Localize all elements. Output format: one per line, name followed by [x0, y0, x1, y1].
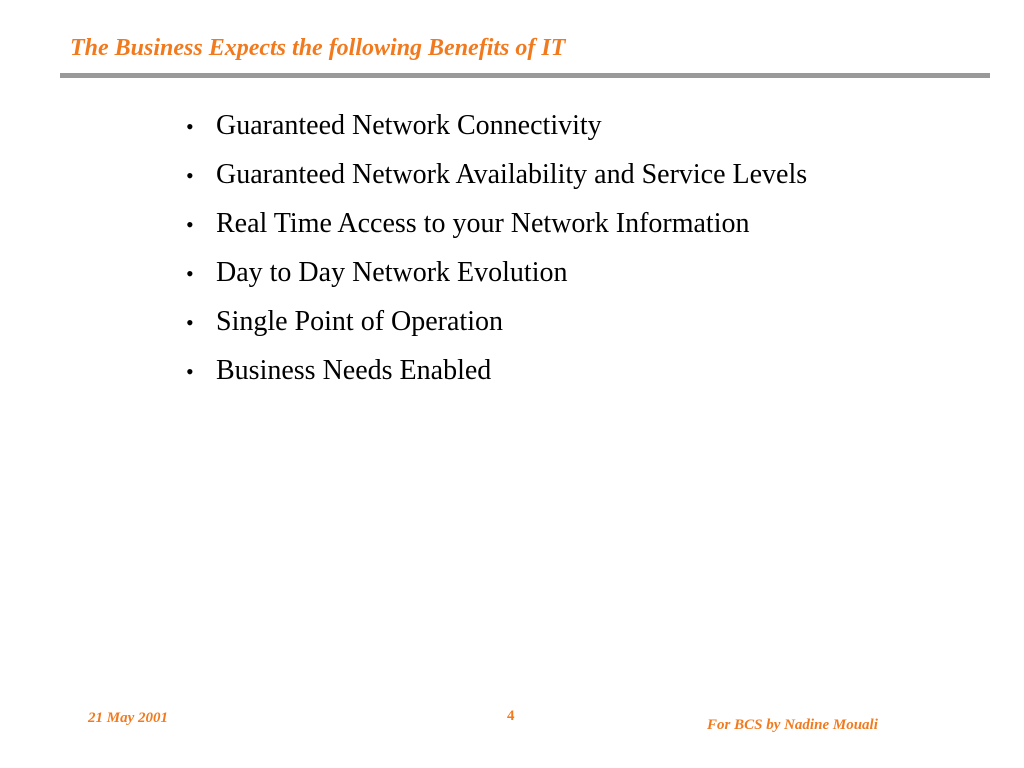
list-item [186, 257, 807, 306]
list-item [186, 355, 807, 404]
list-item [186, 159, 807, 208]
bullet-text: Business Needs Enabled [216, 355, 492, 386]
bullet-icon: • [186, 212, 194, 237]
bullet-text: Day to Day Network Evolution [216, 257, 568, 288]
bullet-list [186, 110, 807, 404]
bullet-text: Single Point of Operation [216, 306, 503, 337]
list-item [186, 208, 807, 257]
bullet-text: Real Time Access to your Network Information [216, 208, 750, 239]
slide-title: The Business Expects the following Benefits of IT [70, 35, 566, 61]
bullet-icon: • [186, 163, 194, 188]
list-item [186, 110, 807, 159]
footer-author: For BCS by Nadine Mouali [707, 717, 878, 733]
bullet-text: Guaranteed Network Availability and Service Levels [216, 159, 808, 190]
footer-date: 21 May 2001 [88, 710, 168, 726]
page-number: 4 [507, 708, 515, 724]
list-item [186, 306, 807, 355]
title-divider [60, 73, 990, 78]
bullet-icon: • [186, 114, 194, 139]
bullet-icon: • [186, 310, 194, 335]
bullet-icon: • [186, 359, 194, 384]
bullet-icon: • [186, 261, 194, 286]
bullet-text: Guaranteed Network Connectivity [216, 110, 602, 141]
